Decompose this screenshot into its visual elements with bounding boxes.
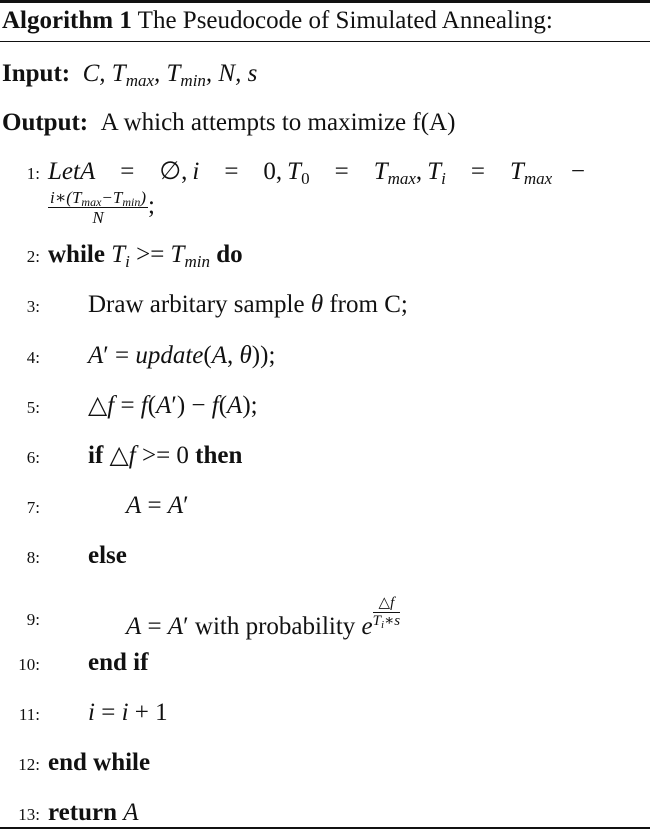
output-text: A which attempts to maximize f(A) <box>100 109 456 136</box>
line-6-if: if △f >= 0 then <box>88 442 243 469</box>
line-number-4: 4: <box>26 348 40 367</box>
input-label: Input: <box>2 60 71 87</box>
line-1-fraction: $\frac{i∗(T_{max}-T_{min})}{N}$ ; <box>50 188 155 227</box>
line-8-else: else <box>88 542 127 569</box>
line-4-statement: A′ = update(A, θ)); <box>88 342 276 369</box>
line-number-1: 1: <box>26 164 40 183</box>
line-number-6: 6: <box>26 448 40 467</box>
line-1-statement: LetA = ∅, i = 0, $T_0$ = $T_{max}$, $T_i$ = $T_{max}$ − <box>48 158 586 188</box>
line-number-13: 13: <box>18 805 40 824</box>
line-number-11: 11: <box>18 705 40 724</box>
line-number-5: 5: <box>26 398 40 417</box>
line-5-statement: △f = f(A′) − f(A); <box>88 392 258 419</box>
line-2-while: while $T_i >= T_{min}$ do <box>48 241 243 271</box>
bottom-rule <box>0 827 650 829</box>
input-params: C, $T_{max}$, $T_{min}$, N, s <box>82 60 258 90</box>
caption-rule <box>0 41 650 42</box>
algorithm-label: Algorithm 1 <box>2 7 132 34</box>
line-number-9: 9: <box>26 610 40 629</box>
line-number-3: 3: <box>26 297 40 316</box>
line-3-statement: Draw arbitary sample θ from C; <box>88 291 408 318</box>
output-row <box>2 107 455 139</box>
line-number-10: 10: <box>18 655 40 674</box>
output-label: Output: <box>2 109 89 136</box>
line-number-8: 8: <box>26 548 40 567</box>
line-number-2: 2: <box>26 247 40 266</box>
algorithm-title: The Pseudocode of Simulated Annealing: <box>137 7 553 34</box>
input-row <box>2 58 257 90</box>
line-7-statement: A = A′ <box>126 492 189 519</box>
line-number-12: 12: <box>18 755 40 774</box>
line-10-end-if: end if <box>88 649 149 676</box>
line-13-return: return A <box>48 799 139 826</box>
line-12-end-while: end while <box>48 749 151 776</box>
line-11-statement: i = i + 1 <box>88 699 168 726</box>
line-number-7: 7: <box>26 498 40 517</box>
line-9-statement: A = A′ with probability e $\frac{\triangle f}{T_i∗s}$ <box>126 595 401 640</box>
algorithm-caption <box>2 4 553 38</box>
top-rule <box>0 0 650 3</box>
